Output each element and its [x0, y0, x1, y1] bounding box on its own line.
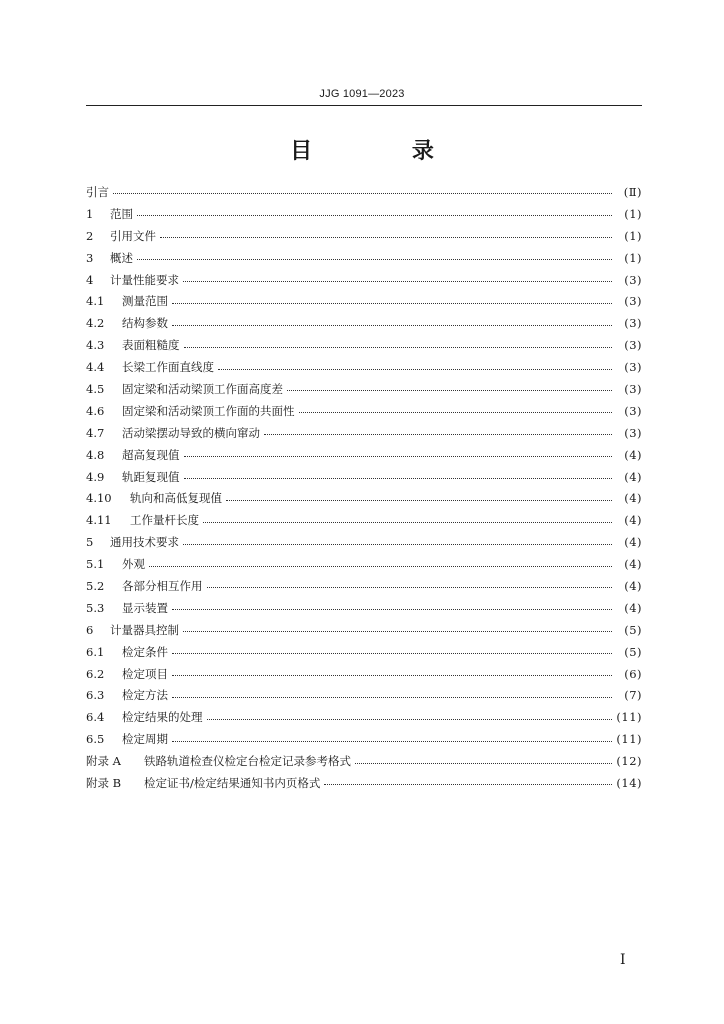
toc-section-title: 检定证书/检定结果通知书内页格式: [144, 775, 321, 790]
toc-section-number: 4: [86, 272, 94, 287]
toc-section-title: 活动梁摆动导致的横向窜动: [122, 425, 260, 440]
toc-page-number: (14): [616, 775, 642, 790]
toc-dot-leader: [172, 653, 612, 654]
toc-entry[interactable]: [86, 247, 642, 269]
toc-section-title: 引言: [86, 184, 109, 199]
toc-section-title: 计量性能要求: [110, 272, 179, 287]
toc-entry[interactable]: [86, 728, 642, 750]
toc-entry[interactable]: [86, 487, 642, 509]
toc-entry[interactable]: [86, 575, 642, 597]
toc-page-number: (3): [624, 360, 642, 375]
toc-section-title: 超高复现值: [122, 447, 180, 462]
toc-dot-leader: [183, 631, 612, 632]
toc-dot-leader: [183, 281, 612, 282]
toc-dot-leader: [183, 544, 612, 545]
toc-entry[interactable]: [86, 750, 642, 772]
toc-page-number: (4): [624, 513, 642, 528]
toc-section-number: 6.2: [86, 666, 105, 681]
toc-dot-leader: [218, 369, 612, 370]
toc-section-title: 轨向和高低复现值: [130, 491, 222, 506]
toc-page-number: (5): [624, 644, 642, 659]
toc-section-number: 5.2: [86, 578, 105, 593]
toc-entry[interactable]: [86, 597, 642, 619]
toc-section-number: 附录 A: [86, 754, 121, 769]
toc-page-number: (4): [624, 447, 642, 462]
toc-section-title: 检定项目: [122, 666, 168, 681]
toc-entry[interactable]: [86, 422, 642, 444]
toc-page-number: (4): [624, 491, 642, 506]
toc-dot-leader: [287, 390, 612, 391]
toc-entry[interactable]: [86, 772, 642, 794]
toc-section-title: 检定周期: [122, 732, 168, 747]
toc-section-title: 通用技术要求: [110, 535, 179, 550]
toc-dot-leader: [324, 784, 612, 785]
toc-entry[interactable]: [86, 531, 642, 553]
toc-section-title: 测量范围: [122, 294, 168, 309]
toc-section-number: 附录 B: [86, 775, 122, 790]
toc-section-title: 轨距复现值: [122, 469, 180, 484]
table-of-contents: [86, 181, 642, 794]
toc-page-number: (6): [624, 666, 642, 681]
toc-entry[interactable]: [86, 400, 642, 422]
toc-entry[interactable]: [86, 290, 642, 312]
toc-page-number: (3): [624, 272, 642, 287]
toc-entry[interactable]: [86, 619, 642, 641]
toc-page-number: (3): [624, 403, 642, 418]
toc-section-number: 4.11: [86, 513, 112, 528]
toc-dot-leader: [172, 325, 612, 326]
toc-page-number: (3): [624, 316, 642, 331]
toc-entry[interactable]: [86, 509, 642, 531]
toc-entry[interactable]: [86, 203, 642, 225]
toc-entry[interactable]: [86, 269, 642, 291]
toc-entry[interactable]: [86, 334, 642, 356]
toc-dot-leader: [160, 237, 612, 238]
toc-dot-leader: [184, 478, 613, 479]
standard-code: JJG 1091—2023: [319, 88, 405, 100]
toc-section-title: 工作量杆长度: [130, 513, 199, 528]
toc-page-number: (3): [624, 425, 642, 440]
toc-section-title: 检定条件: [122, 644, 168, 659]
toc-entry[interactable]: [86, 663, 642, 685]
toc-section-number: 6.4: [86, 710, 105, 725]
toc-dot-leader: [172, 741, 612, 742]
toc-section-number: 5.3: [86, 600, 105, 615]
toc-entry[interactable]: [86, 356, 642, 378]
toc-section-number: 6.5: [86, 732, 105, 747]
toc-dot-leader: [203, 522, 612, 523]
toc-page-number: (4): [624, 469, 642, 484]
toc-section-number: 4.5: [86, 381, 105, 396]
toc-entry[interactable]: [86, 684, 642, 706]
toc-page-number: (4): [624, 535, 642, 550]
toc-section-title: 检定结果的处理: [122, 710, 203, 725]
toc-section-title: 固定梁和活动梁顶工作面高度差: [122, 381, 283, 396]
toc-section-title: 计量器具控制: [110, 622, 179, 637]
toc-section-number: 5: [86, 535, 94, 550]
toc-section-number: 6.1: [86, 644, 105, 659]
toc-section-number: 3: [86, 250, 94, 265]
toc-dot-leader: [172, 675, 612, 676]
toc-entry[interactable]: [86, 378, 642, 400]
toc-section-title: 概述: [110, 250, 133, 265]
toc-section-number: 4.8: [86, 447, 105, 462]
toc-section-title: 范围: [110, 206, 133, 221]
toc-dot-leader: [149, 566, 612, 567]
toc-section-number: 4.10: [86, 491, 112, 506]
toc-entry[interactable]: [86, 181, 642, 203]
toc-dot-leader: [172, 697, 612, 698]
toc-section-title: 外观: [122, 557, 145, 572]
toc-entry[interactable]: [86, 641, 642, 663]
toc-page-number: (1): [624, 206, 642, 221]
toc-section-title: 表面粗糙度: [122, 338, 180, 353]
toc-section-number: 4.7: [86, 425, 105, 440]
toc-page-number: (Ⅱ): [623, 184, 642, 199]
toc-dot-leader: [299, 412, 613, 413]
toc-dot-leader: [113, 193, 612, 194]
toc-dot-leader: [226, 500, 612, 501]
toc-dot-leader: [137, 259, 612, 260]
toc-page-number: (3): [624, 381, 642, 396]
toc-section-number: 6: [86, 622, 94, 637]
header-divider: [86, 105, 642, 106]
toc-section-title: 显示装置: [122, 600, 168, 615]
toc-dot-leader: [137, 215, 612, 216]
toc-section-title: 铁路轨道检查仪检定台检定记录参考格式: [144, 754, 351, 769]
toc-section-number: 6.3: [86, 688, 105, 703]
toc-section-number: 4.3: [86, 338, 105, 353]
toc-page-number: (7): [624, 688, 642, 703]
toc-section-number: 4.1: [86, 294, 105, 309]
toc-section-number: 4.6: [86, 403, 105, 418]
toc-page-number: (11): [616, 710, 642, 725]
toc-section-number: 4.9: [86, 469, 105, 484]
toc-entry[interactable]: [86, 706, 642, 728]
toc-page-number: (1): [624, 228, 642, 243]
toc-entry[interactable]: [86, 225, 642, 247]
toc-section-title: 引用文件: [110, 228, 156, 243]
toc-section-title: 长梁工作面直线度: [122, 360, 214, 375]
toc-entry[interactable]: [86, 553, 642, 575]
toc-dot-leader: [207, 719, 613, 720]
toc-page-number: (4): [624, 578, 642, 593]
page-title: 目 录: [290, 139, 480, 164]
toc-page-number: (11): [616, 732, 642, 747]
toc-dot-leader: [184, 456, 613, 457]
toc-dot-leader: [264, 434, 612, 435]
toc-dot-leader: [172, 303, 612, 304]
toc-entry[interactable]: [86, 312, 642, 334]
toc-dot-leader: [184, 347, 613, 348]
toc-section-number: 1: [86, 206, 94, 221]
toc-section-number: 4.4: [86, 360, 105, 375]
toc-section-title: 检定方法: [122, 688, 168, 703]
toc-section-title: 结构参数: [122, 316, 168, 331]
toc-section-title: 各部分相互作用: [122, 578, 203, 593]
toc-section-number: 4.2: [86, 316, 105, 331]
toc-dot-leader: [355, 763, 612, 764]
toc-entry[interactable]: [86, 466, 642, 488]
toc-section-title: 固定梁和活动梁顶工作面的共面性: [122, 403, 295, 418]
toc-page-number: (5): [624, 622, 642, 637]
toc-section-number: 5.1: [86, 557, 105, 572]
toc-dot-leader: [207, 587, 613, 588]
toc-page-number: (3): [624, 294, 642, 309]
toc-page-number: (4): [624, 557, 642, 572]
page-number: I: [620, 952, 626, 968]
toc-page-number: (3): [624, 338, 642, 353]
toc-page-number: (12): [616, 754, 642, 769]
toc-page-number: (1): [624, 250, 642, 265]
toc-section-number: 2: [86, 228, 94, 243]
toc-page-number: (4): [624, 600, 642, 615]
toc-entry[interactable]: [86, 444, 642, 466]
toc-dot-leader: [172, 609, 612, 610]
